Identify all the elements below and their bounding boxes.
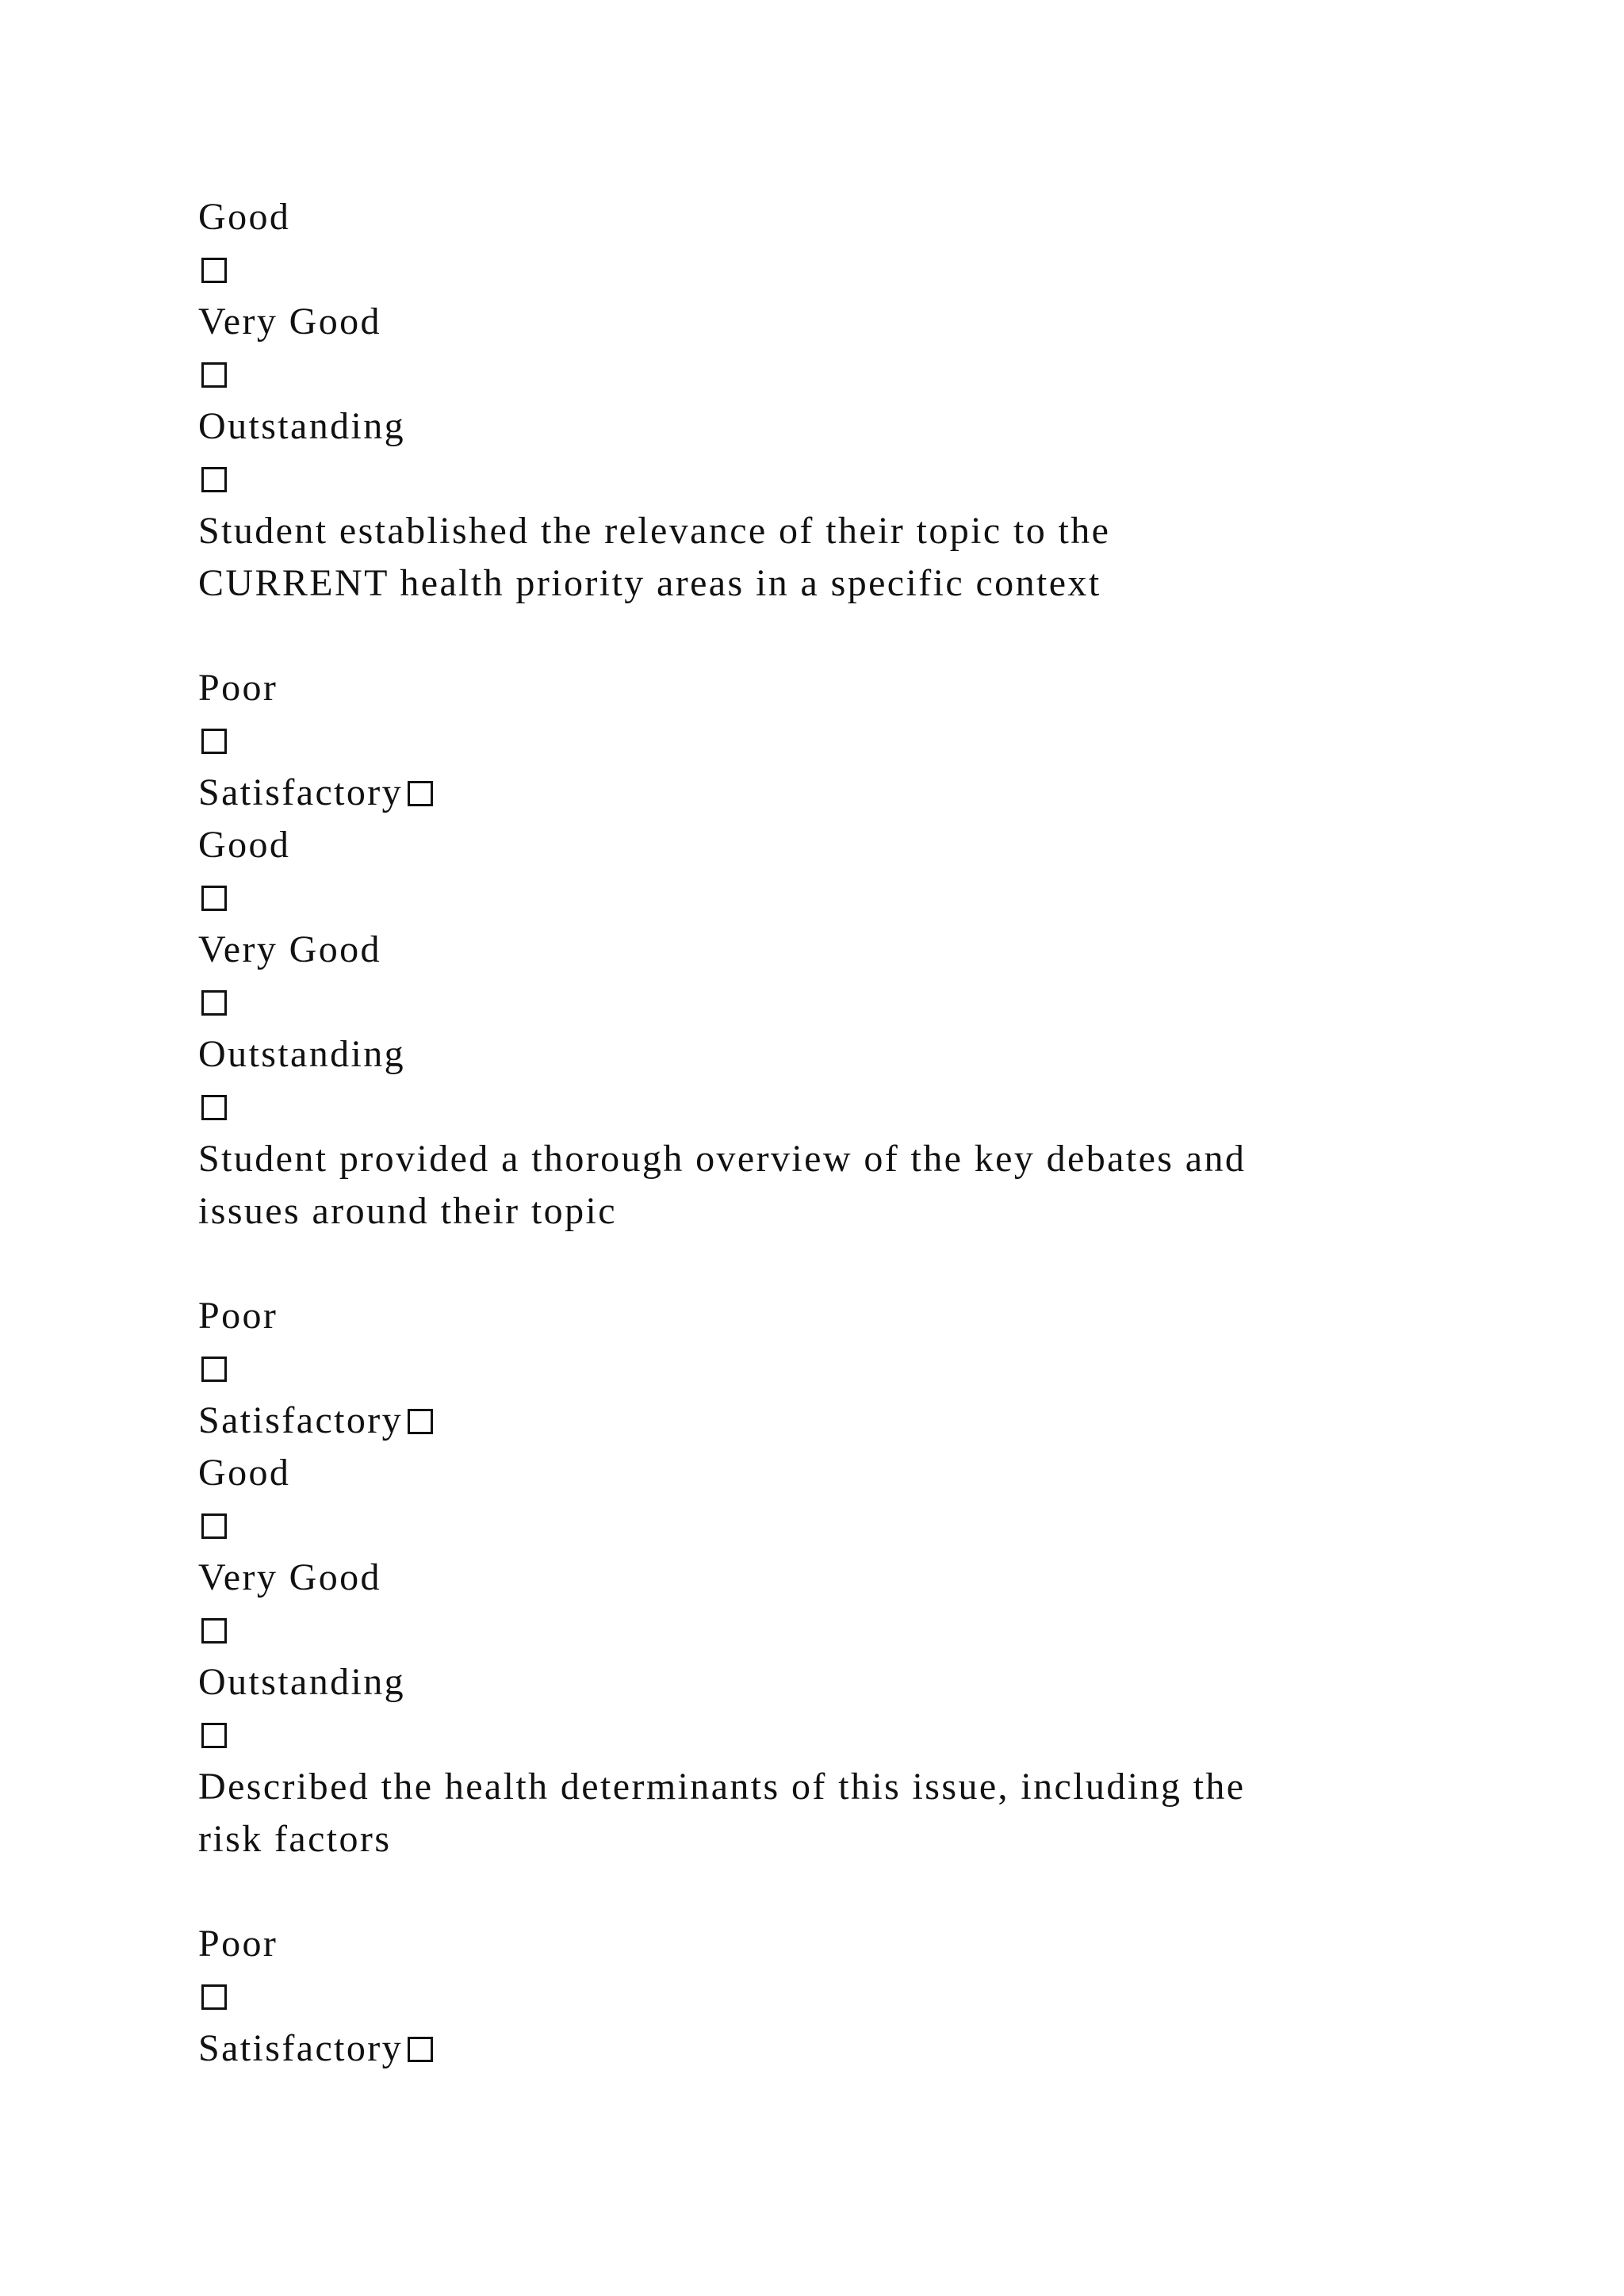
- checkbox-good[interactable]: [201, 1513, 227, 1539]
- rating-label-outstanding: Outstanding: [198, 1033, 406, 1075]
- rating-row-satisfactory: [198, 767, 1467, 819]
- criterion-text: Student provided a thorough overview of the key debates and: [198, 1138, 1247, 1180]
- checkbox-poor[interactable]: [201, 729, 227, 754]
- criterion-text: Described the health determinants of this issue, including the: [198, 1766, 1246, 1808]
- checkbox-satisfactory[interactable]: [408, 1409, 433, 1434]
- checkbox-good[interactable]: [201, 258, 227, 283]
- rating-label-poor: Poor: [198, 667, 278, 709]
- rating-label-good: Good: [198, 1452, 291, 1494]
- rating-label-outstanding: Outstanding: [198, 405, 406, 447]
- checkbox-very-good[interactable]: [201, 1618, 227, 1644]
- rating-row: [198, 1970, 1467, 2022]
- rating-label-very-good: Very Good: [198, 300, 381, 342]
- rating-row: [198, 976, 1467, 1028]
- rating-row: [198, 243, 1467, 296]
- checkbox-satisfactory[interactable]: [408, 781, 433, 806]
- criterion-text: issues around their topic: [198, 1190, 617, 1232]
- rating-row: [198, 714, 1467, 767]
- spacer: [198, 1238, 1467, 1290]
- rating-row-satisfactory: [198, 2022, 1467, 2075]
- spacer: [198, 1866, 1467, 1918]
- rating-label-poor: Poor: [198, 1295, 278, 1337]
- rubric-content: [198, 191, 1467, 2075]
- checkbox-good[interactable]: [201, 886, 227, 911]
- rating-row: [198, 348, 1467, 400]
- rating-label-satisfactory: Satisfactory: [198, 771, 404, 813]
- rating-row: [198, 1499, 1467, 1552]
- rating-row: [198, 1342, 1467, 1395]
- rating-row: [198, 1604, 1467, 1656]
- criterion-text: CURRENT health priority areas in a specific context: [198, 562, 1101, 604]
- rating-label-outstanding: Outstanding: [198, 1661, 406, 1703]
- checkbox-outstanding[interactable]: [201, 1723, 227, 1748]
- rating-label-good: Good: [198, 824, 291, 866]
- rating-row: [198, 1081, 1467, 1133]
- rating-label-satisfactory: Satisfactory: [198, 1399, 404, 1441]
- spacer: [198, 610, 1467, 662]
- checkbox-poor[interactable]: [201, 1984, 227, 2010]
- checkbox-satisfactory[interactable]: [408, 2037, 433, 2062]
- checkbox-very-good[interactable]: [201, 990, 227, 1016]
- rating-label-very-good: Very Good: [198, 928, 381, 970]
- rating-label-very-good: Very Good: [198, 1556, 381, 1598]
- rating-label-good: Good: [198, 196, 291, 238]
- checkbox-outstanding[interactable]: [201, 1095, 227, 1120]
- criterion-text: risk factors: [198, 1818, 392, 1860]
- rating-row: [198, 1709, 1467, 1761]
- rating-row: [198, 453, 1467, 505]
- rating-row-satisfactory: [198, 1395, 1467, 1447]
- rating-row: [198, 871, 1467, 924]
- checkbox-outstanding[interactable]: [201, 467, 227, 492]
- checkbox-poor[interactable]: [201, 1357, 227, 1382]
- rating-label-satisfactory: Satisfactory: [198, 2027, 404, 2069]
- checkbox-very-good[interactable]: [201, 362, 227, 388]
- rating-label-poor: Poor: [198, 1923, 278, 1965]
- criterion-text: Student established the relevance of their topic to the: [198, 510, 1111, 552]
